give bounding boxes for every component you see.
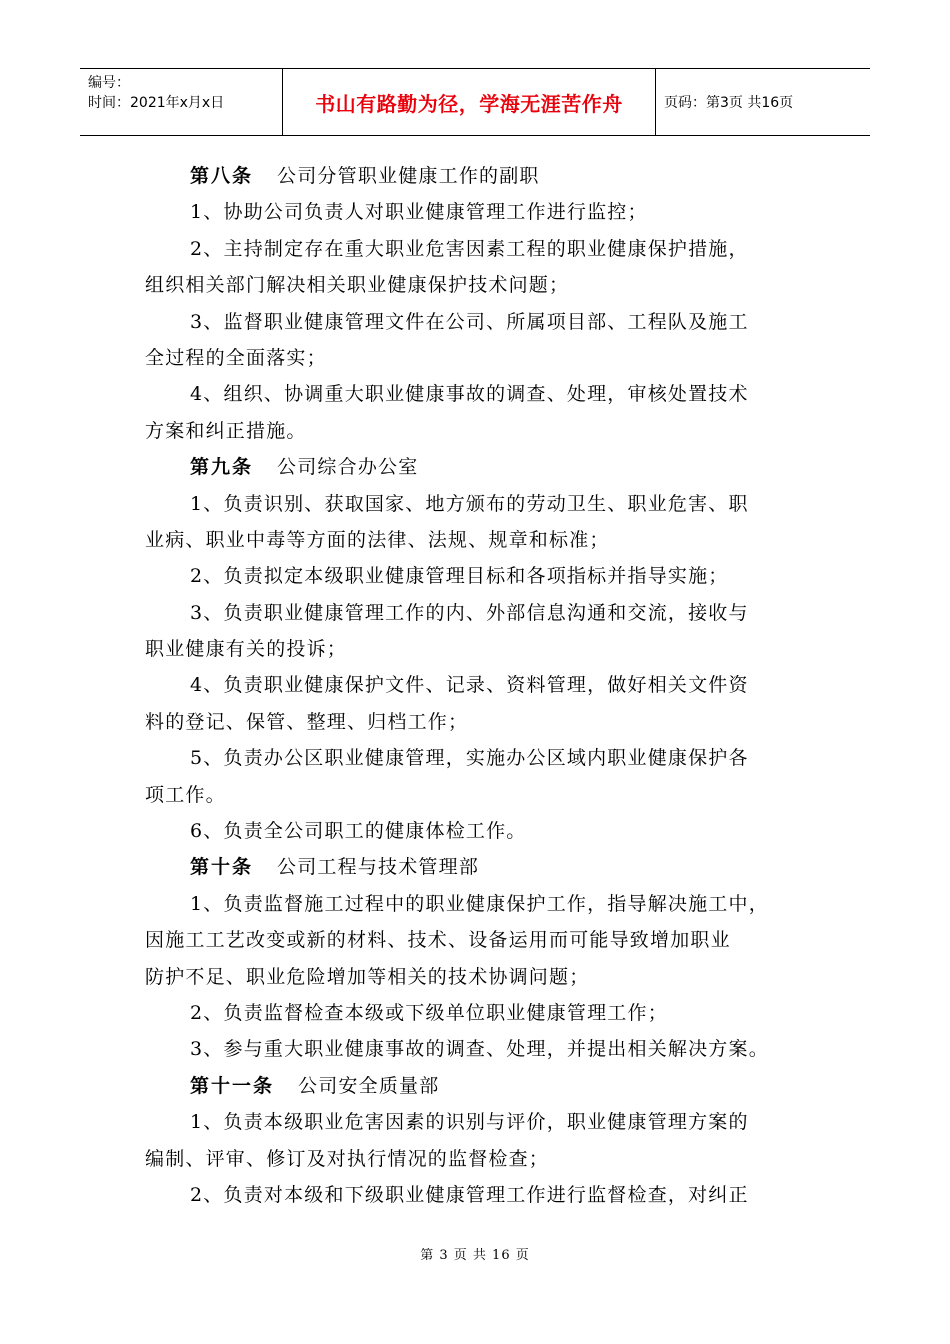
paragraph-line-first: 3、监督职业健康管理文件在公司、所属项目部、工程队及施工 — [190, 310, 749, 333]
article-heading — [145, 849, 810, 885]
paragraph-line: 全过程的全面落实； — [145, 346, 327, 369]
header-page-cell — [656, 69, 870, 135]
paragraph-line: 业病、职业中毒等方面的法律、法规、规章和标准； — [145, 528, 610, 551]
paragraph-line-first: 6、负责全公司职工的健康体检工作。 — [190, 820, 527, 843]
header-table — [80, 68, 870, 136]
article-title: 公司工程与技术管理部 — [277, 856, 480, 879]
paragraph-line-first: 4、组织、协调重大职业健康事故的调查、处理，审核处置技术 — [190, 383, 749, 406]
article-heading — [145, 449, 810, 485]
header-motto-cell — [283, 69, 656, 135]
paragraph-line-first: 2、主持制定存在重大职业危害因素工程的职业健康保护措施， — [190, 237, 749, 260]
motto-text: 书山有路勤为径，学海无涯苦作舟 — [315, 91, 623, 116]
article-number: 第九条 — [190, 456, 254, 479]
paragraph-line: 因施工工艺改变或新的材料、技术、设备运用而可能导致增加职业 — [145, 929, 731, 952]
article-number: 第十一条 — [190, 1074, 275, 1097]
paragraph-line: 防护不足、职业危险增加等相关的技术协调问题； — [145, 965, 590, 988]
page-footer: 第 3 页 共 16 页 — [420, 1248, 530, 1263]
paragraph-line-first: 1、协助公司负责人对职业健康管理工作进行监控； — [190, 201, 648, 224]
time-label: 时间：2021年x月x日 — [88, 95, 225, 111]
paragraph-line-first: 5、负责办公区职业健康管理，实施办公区域内职业健康保护各 — [190, 747, 749, 770]
article-number: 第八条 — [190, 165, 254, 187]
paragraph-line-first: 4、负责职业健康保护文件、记录、资料管理，做好相关文件资 — [190, 674, 749, 697]
article-number: 第十条 — [190, 856, 254, 879]
paragraph-line-first: 2、负责拟定本级职业健康管理目标和各项指标并指导实施； — [190, 565, 729, 588]
article-title: 公司综合办公室 — [277, 456, 419, 479]
paragraph-line-first: 1、负责监督施工过程中的职业健康保护工作，指导解决施工中， — [190, 892, 769, 915]
paragraph-line: 组织相关部门解决相关职业健康保护技术问题； — [145, 274, 570, 297]
paragraph-line: 职业健康有关的投诉； — [145, 638, 348, 661]
header-page-label: 页码：第3页 共16页 — [664, 95, 794, 111]
article-title: 公司安全质量部 — [298, 1074, 440, 1097]
article-heading — [145, 158, 810, 194]
document-body — [145, 158, 810, 1213]
number-label: 编号： — [88, 75, 130, 91]
paragraph-line: 料的登记、保管、整理、归档工作； — [145, 710, 469, 733]
paragraph-line: 编制、评审、修订及对执行情况的监督检查； — [145, 1147, 550, 1170]
paragraph-line-first: 3、参与重大职业健康事故的调查、处理，并提出相关解决方案。 — [190, 1038, 769, 1061]
article-title: 公司分管职业健康工作的副职 — [277, 165, 540, 187]
article-heading — [145, 1068, 810, 1104]
paragraph-line: 项工作。 — [145, 783, 226, 806]
paragraph-line-first: 1、负责识别、获取国家、地方颁布的劳动卫生、职业危害、职 — [190, 492, 749, 515]
paragraph-line-first: 2、负责监督检查本级或下级单位职业健康管理工作； — [190, 1001, 668, 1024]
paragraph-line-first: 3、负责职业健康管理工作的内、外部信息沟通和交流，接收与 — [190, 601, 749, 624]
paragraph-line-first: 2、负责对本级和下级职业健康管理工作进行监督检查，对纠正 — [190, 1183, 749, 1206]
paragraph-line-first: 1、负责本级职业危害因素的识别与评价，职业健康管理方案的 — [190, 1111, 749, 1134]
header-left-cell — [80, 69, 283, 135]
paragraph-line: 方案和纠正措施。 — [145, 419, 307, 442]
